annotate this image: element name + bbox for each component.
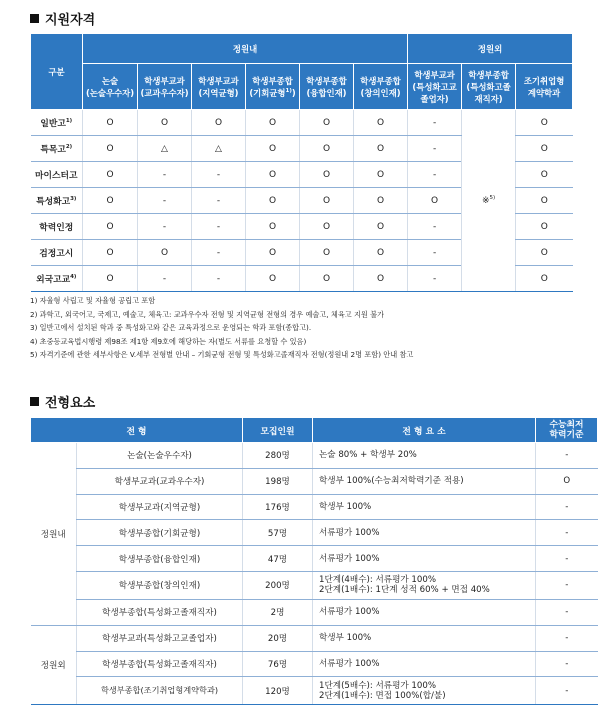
cell: -	[408, 110, 462, 136]
csat-cell: O	[536, 468, 598, 494]
section-title-eligibility	[30, 9, 95, 28]
csat-cell: -	[536, 625, 598, 651]
type-cell: 학생부교과(교과우수자)	[77, 468, 243, 494]
csat-cell: -	[536, 599, 598, 625]
cell: O	[516, 136, 573, 162]
count-cell: 198명	[243, 468, 313, 494]
cell: -	[192, 266, 246, 292]
cell: O	[246, 240, 300, 266]
merged-note-cell: ※$^{5)}$	[462, 110, 516, 292]
elements-cell: 서류평가 100%	[313, 651, 536, 677]
cell: O	[300, 266, 354, 292]
cell: O	[138, 240, 192, 266]
cell: -	[192, 162, 246, 188]
cell: O	[354, 110, 408, 136]
row-label: 특성화고$^{3)}$	[31, 188, 83, 214]
cell: -	[192, 240, 246, 266]
cell: O	[408, 188, 462, 214]
table-row	[31, 520, 598, 546]
section-title-text: 전형요소	[45, 396, 96, 411]
cell: O	[300, 136, 354, 162]
row-label: 일반고$^{1)}$	[31, 110, 83, 136]
csat-cell: -	[536, 494, 598, 520]
table-row	[31, 599, 598, 625]
cell: O	[83, 110, 138, 136]
elements-cell: 학생부 100%	[313, 494, 536, 520]
cell: -	[408, 214, 462, 240]
eligibility-table	[30, 33, 573, 292]
elements-cell: 논술 80% + 학생부 20%	[313, 443, 536, 469]
cell: -	[192, 214, 246, 240]
cell: O	[246, 188, 300, 214]
cell: △	[192, 136, 246, 162]
row-label: 마이스터고	[31, 162, 83, 188]
cell: O	[516, 110, 573, 136]
footnote: 5) 자격기준에 관한 세부사항은 V.세부 전형별 안내 – 기회균형 전형 및 특성화고졸재직자 전형(정원내 2명 포함) 안내 참고	[30, 350, 414, 360]
header-col-6: 학생부종합 (창의인재)	[354, 64, 408, 110]
cell: O	[300, 162, 354, 188]
elements-cell: 학생부 100%(수능최저학력기준 적용)	[313, 468, 536, 494]
cell: -	[408, 162, 462, 188]
elements-cell: 1단계(5배수): 서류평가 100% 2단계(1배수): 면접 100%(합/불)	[313, 677, 536, 705]
header-col-4: 학생부종합 (기회균형$^{1)}$)	[246, 64, 300, 110]
elements-cell: 학생부 100%	[313, 625, 536, 651]
type-cell: 학생부종합(특성화고졸재직자)	[77, 599, 243, 625]
header-gubun: 구분	[31, 34, 83, 110]
elements-cell: 1단계(4배수): 서류평가 100% 2단계(1배수): 1단계 성적 60% + 면접 40%	[313, 571, 536, 599]
row-label: 검정고시	[31, 240, 83, 266]
group-label: 정원내	[31, 443, 77, 626]
cell: O	[354, 240, 408, 266]
cell: O	[300, 110, 354, 136]
cell: O	[516, 266, 573, 292]
cell: -	[192, 188, 246, 214]
csat-cell: -	[536, 571, 598, 599]
type-cell: 학생부종합(기회균형)	[77, 520, 243, 546]
cell: O	[300, 240, 354, 266]
table-row	[31, 546, 598, 572]
count-cell: 280명	[243, 443, 313, 469]
header-elements: 전 형 요 소	[313, 418, 536, 443]
header-col-5: 학생부종합 (융합인재)	[300, 64, 354, 110]
cell: -	[138, 266, 192, 292]
csat-cell: -	[536, 651, 598, 677]
section-title-text: 지원자격	[45, 13, 96, 28]
count-cell: 200명	[243, 571, 313, 599]
header-count: 모집인원	[243, 418, 313, 443]
row-label: 학력인정	[31, 214, 83, 240]
header-csat: 수능최저 학력기준	[536, 418, 598, 443]
footnote: 2) 과학고, 외국어고, 국제고, 예술고, 체육고: 교과우수자 전형 및 지역균형 전형의 경우 예술고, 체육고 지원 불가	[30, 309, 385, 319]
type-cell: 학생부종합(창의인재)	[77, 571, 243, 599]
elements-cell: 서류평가 100%	[313, 520, 536, 546]
footnote: 1) 자율형 사립고 및 자율형 공립고 포함	[30, 296, 156, 305]
cell: O	[354, 188, 408, 214]
count-cell: 47명	[243, 546, 313, 572]
cell: O	[516, 214, 573, 240]
type-cell: 논술(논술우수자)	[77, 443, 243, 469]
header-type: 전 형	[31, 418, 243, 443]
cell: O	[246, 110, 300, 136]
cell: O	[83, 162, 138, 188]
cell: O	[516, 162, 573, 188]
header-col-8: 학생부종합 (특성화고졸 재직자)	[462, 64, 516, 110]
cell: O	[246, 214, 300, 240]
cell: O	[192, 110, 246, 136]
group-label: 정원외	[31, 625, 77, 705]
count-cell: 76명	[243, 651, 313, 677]
cell: O	[300, 188, 354, 214]
count-cell: 176명	[243, 494, 313, 520]
cell: O	[300, 214, 354, 240]
cell: O	[354, 162, 408, 188]
type-cell: 학생부교과(특성화고교졸업자)	[77, 625, 243, 651]
cell: O	[246, 266, 300, 292]
cell: -	[138, 162, 192, 188]
header-inside: 정원내	[83, 34, 408, 64]
count-cell: 20명	[243, 625, 313, 651]
square-bullet-icon	[30, 14, 39, 23]
footnote: 4) 초중등교육법시행령 제98조 제1항 제9호에 해당하는 자(별도 서류를 요청할 수 있음)	[30, 336, 307, 346]
type-cell: 학생부종합(특성화고졸재직자)	[77, 651, 243, 677]
header-col-1: 논술 (논술우수자)	[83, 64, 138, 110]
elements-cell: 서류평가 100%	[313, 599, 536, 625]
header-col-2: 학생부교과 (교과우수자)	[138, 64, 192, 110]
cell: O	[83, 136, 138, 162]
table-row	[31, 110, 573, 136]
cell: -	[408, 136, 462, 162]
cell: O	[83, 266, 138, 292]
row-label: 외국고교$^{4)}$	[31, 266, 83, 292]
table-row	[31, 625, 598, 651]
cell: O	[83, 240, 138, 266]
cell: O	[138, 110, 192, 136]
cell: △	[138, 136, 192, 162]
cell: O	[83, 214, 138, 240]
count-cell: 57명	[243, 520, 313, 546]
table-row	[31, 677, 598, 705]
cell: O	[516, 240, 573, 266]
count-cell: 2명	[243, 599, 313, 625]
cell: O	[83, 188, 138, 214]
cell: O	[354, 214, 408, 240]
csat-cell: -	[536, 520, 598, 546]
cell: O	[246, 162, 300, 188]
header-col-9: 조기취업형 계약학과	[516, 64, 573, 110]
cell: -	[408, 240, 462, 266]
section-title-selection-elements	[30, 392, 95, 411]
type-cell: 학생부교과(지역균형)	[77, 494, 243, 520]
square-bullet-icon	[30, 397, 39, 406]
table-row	[31, 651, 598, 677]
table-row	[31, 494, 598, 520]
cell: O	[246, 136, 300, 162]
csat-cell: -	[536, 677, 598, 705]
selection-elements-table	[30, 417, 598, 705]
cell: O	[354, 266, 408, 292]
cell: O	[354, 136, 408, 162]
table-row	[31, 571, 598, 599]
row-label: 특목고$^{2)}$	[31, 136, 83, 162]
cell: O	[516, 188, 573, 214]
count-cell: 120명	[243, 677, 313, 705]
cell: -	[138, 214, 192, 240]
table-row	[31, 443, 598, 469]
cell: -	[408, 266, 462, 292]
cell: -	[138, 188, 192, 214]
elements-cell: 서류평가 100%	[313, 546, 536, 572]
header-outside: 정원외	[408, 34, 573, 64]
csat-cell: -	[536, 546, 598, 572]
type-cell: 학생부종합(조기취업형계약학과)	[77, 677, 243, 705]
type-cell: 학생부종합(융합인재)	[77, 546, 243, 572]
csat-cell: -	[536, 443, 598, 469]
footnote: 3) 일반고에서 설치된 학과 중 특성화고와 같은 교육과정으로 운영되는 학과 포함(종합고).	[30, 323, 312, 333]
header-col-7: 학생부교과 (특성화고교 졸업자)	[408, 64, 462, 110]
footnotes	[30, 294, 413, 362]
table-row	[31, 468, 598, 494]
header-col-3: 학생부교과 (지역균형)	[192, 64, 246, 110]
